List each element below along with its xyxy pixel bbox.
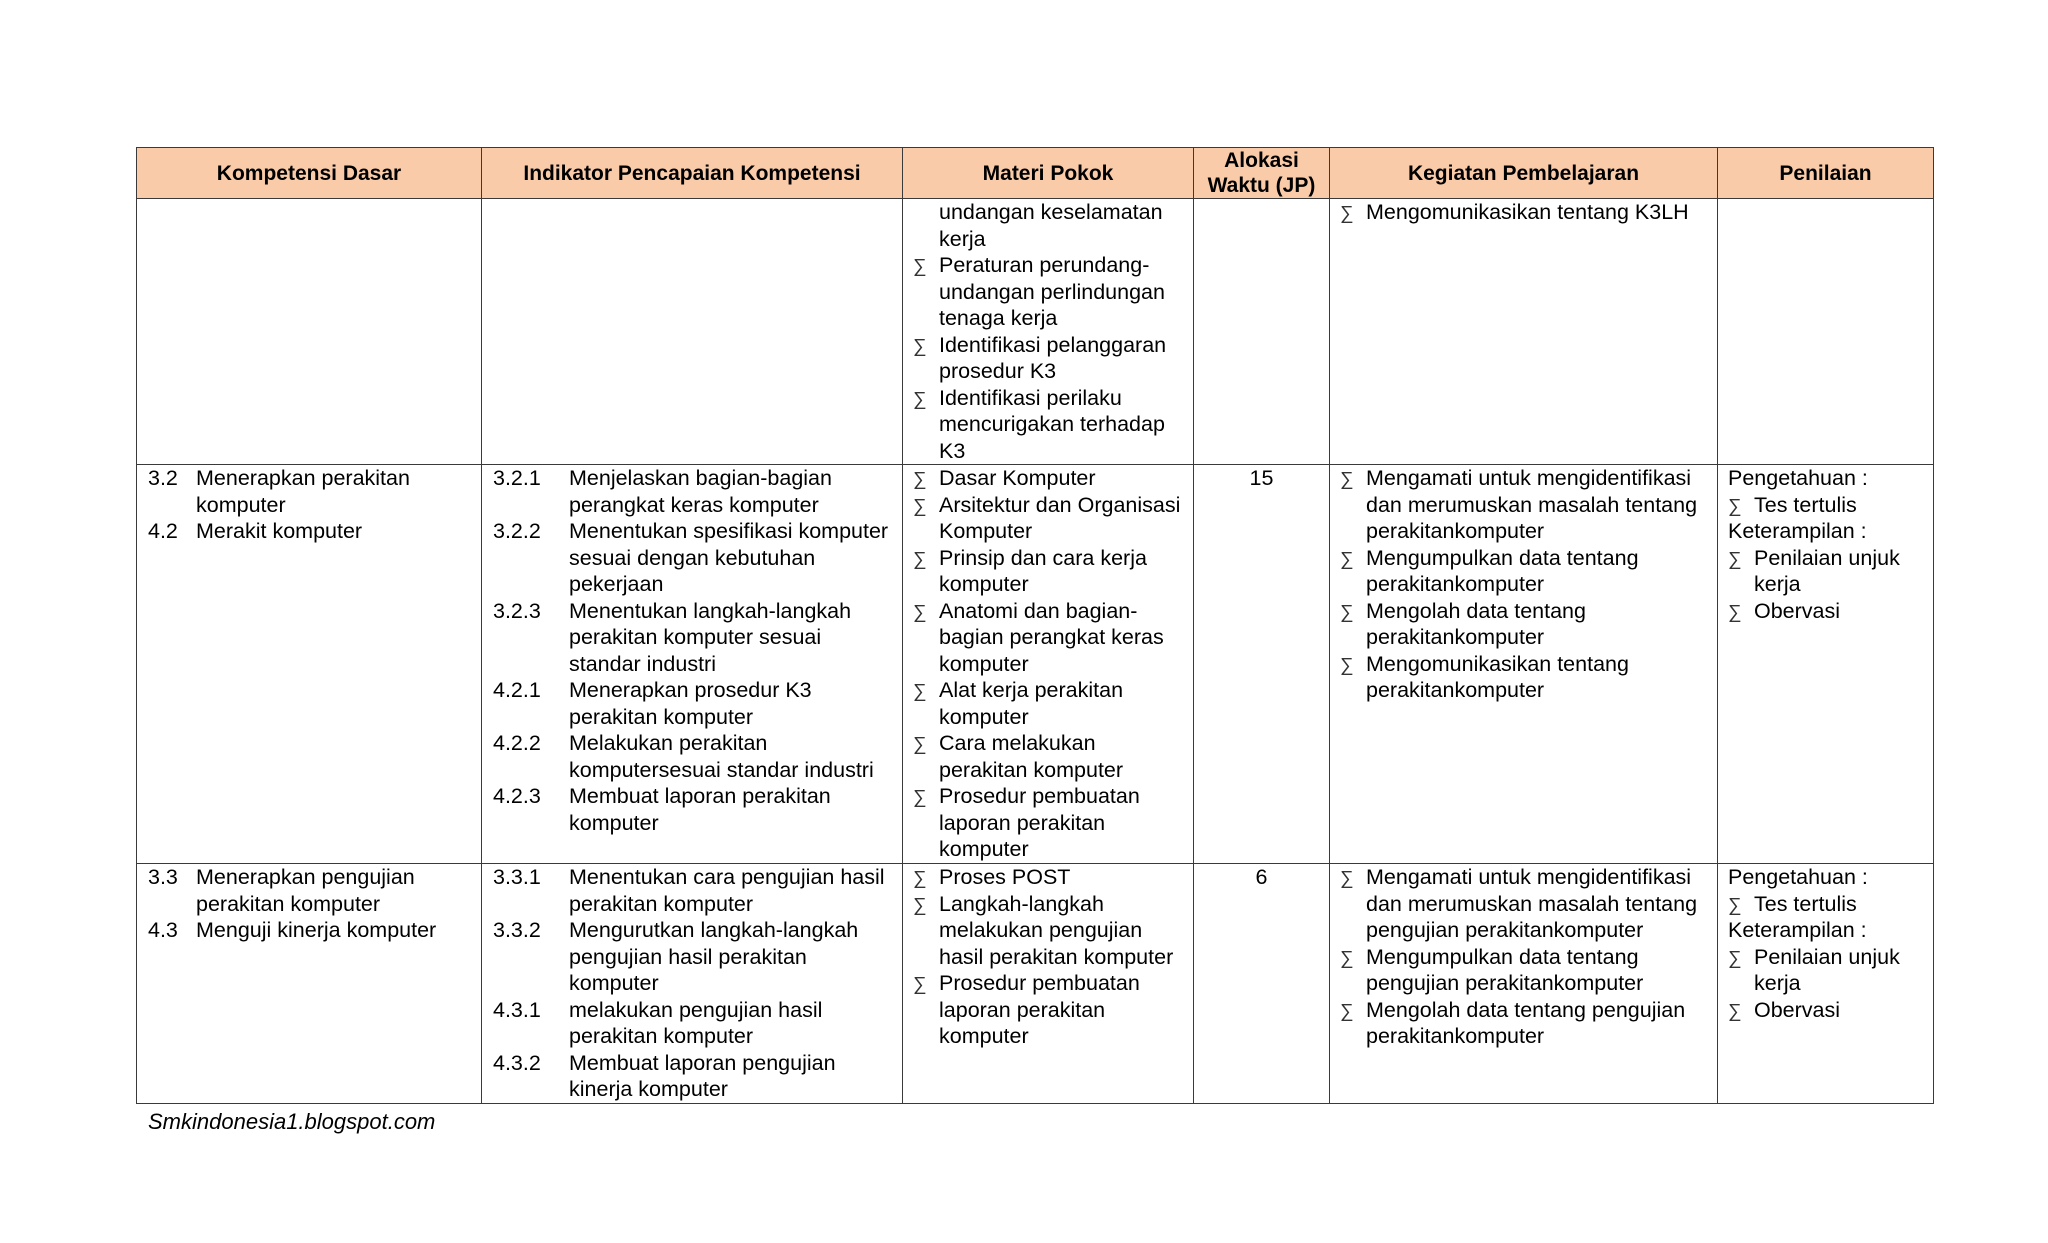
kd-item <box>148 465 473 518</box>
bullet-text: Mengolah data tentang perakitankomputer <box>1366 598 1586 649</box>
penilaian-cell <box>1718 465 1934 864</box>
bullet-text: Prosedur pembuatan laporan perakitan komputer <box>939 971 1140 1048</box>
bullet-text: Mengomunikasikan tentang perakitankomputer <box>1366 651 1629 702</box>
indikator-item <box>493 730 894 783</box>
bullet-text: Cara melakukan perakitan komputer <box>939 731 1124 782</box>
indikator-item <box>493 518 894 598</box>
bullet-item <box>913 783 1187 863</box>
bullet-item <box>1728 944 1927 997</box>
bullet-text: Mengumpulkan data tentang pengujian perakitankomputer <box>1366 944 1644 995</box>
sigma-bullet-icon: ∑ <box>1340 654 1354 676</box>
kd-number: 4.2 <box>148 519 178 543</box>
bullet-text: Penilaian unjuk kerja <box>1754 944 1900 995</box>
indikator-item <box>493 677 894 730</box>
indikator-text: Membuat laporan perakitan komputer <box>569 784 831 835</box>
bullet-item <box>913 385 1187 465</box>
indikator-text: Menentukan spesifikasi komputer sesuai dengan kebutuhan pekerjaan <box>569 519 889 596</box>
indikator-text: melakukan pengujian hasil perakitan komputer <box>569 997 823 1048</box>
kd-item <box>148 864 473 917</box>
indikator-item <box>493 997 894 1050</box>
bullet-text: Identifikasi perilaku mencurigakan terhadap K3 <box>939 385 1165 463</box>
pengetahuan-list <box>1728 891 1927 918</box>
kegiatan-list <box>1340 199 1711 226</box>
pengetahuan-label: Pengetahuan : <box>1728 865 1868 889</box>
kd-text: Menguji kinerja komputer <box>196 918 437 942</box>
bullet-text: Identifikasi pelanggaran prosedur K3 <box>939 332 1167 383</box>
bullet-item <box>1340 944 1711 997</box>
indikator-number: 3.3.2 <box>493 918 541 942</box>
bullet-text: Penilaian unjuk kerja <box>1754 545 1900 596</box>
materi-list <box>913 465 1187 863</box>
sigma-bullet-icon: ∑ <box>1340 203 1354 224</box>
indikator-number: 3.2.1 <box>493 466 541 490</box>
pengetahuan-label: Pengetahuan : <box>1728 466 1868 490</box>
indikator-number: 3.3.1 <box>493 865 541 889</box>
bullet-text: Mengamati untuk mengidentifikasi dan merumuskan masalah tentang perakitankomputer <box>1366 466 1698 543</box>
sigma-bullet-icon: ∑ <box>913 787 927 808</box>
indikator-cell <box>482 864 903 1104</box>
indikator-number: 4.2.1 <box>493 678 541 702</box>
materi-list <box>913 864 1187 1050</box>
kd-cell <box>137 465 482 864</box>
alokasi-cell: 6 <box>1194 864 1330 1104</box>
sigma-bullet-icon: ∑ <box>1728 947 1742 969</box>
sigma-bullet-icon: ∑ <box>913 974 927 995</box>
bullet-text: Mengolah data tentang pengujian perakitankomputer <box>1366 997 1686 1048</box>
bullet-text: Prosedur pembuatan laporan perakitan komputer <box>939 784 1140 861</box>
bullet-item <box>1340 651 1711 704</box>
indikator-text: Membuat laporan pengujian kinerja komputer <box>569 1050 836 1101</box>
indikator-text: Melakukan perakitan komputersesuai standar industri <box>569 731 874 782</box>
indikator-text: Menerapkan prosedur K3 perakitan komputer <box>569 678 812 729</box>
sigma-bullet-icon: ∑ <box>1340 601 1354 623</box>
bullet-item <box>913 677 1187 730</box>
indikator-text: Menentukan cara pengujian hasil perakitan komputer <box>569 865 885 916</box>
bullet-item <box>1728 891 1927 918</box>
footer-source-text: Smkindonesia1.blogspot.com <box>148 1109 436 1134</box>
kegiatan-cell <box>1330 864 1718 1104</box>
bullet-text: Langkah-langkah melakukan pengujian hasil perakitan komputer <box>939 891 1174 969</box>
indikator-item <box>493 598 894 678</box>
indikator-number: 4.3.1 <box>493 997 541 1022</box>
indikator-number: 4.3.2 <box>493 1050 541 1075</box>
materi-cell <box>903 864 1194 1104</box>
kd-text: Merakit komputer <box>196 519 363 543</box>
bullet-item <box>1340 598 1711 651</box>
header-alokasi-waktu: Alokasi Waktu (JP) <box>1194 148 1330 199</box>
indikator-list <box>493 465 894 836</box>
table-row <box>137 199 1934 465</box>
kd-item <box>148 917 473 944</box>
header-kompetensi-dasar: Kompetensi Dasar <box>137 148 482 199</box>
bullet-text: Dasar Komputer <box>939 466 1096 490</box>
indikator-text: Mengurutkan langkah-langkah pengujian hasil perakitan komputer <box>569 918 859 995</box>
table-header-row <box>137 148 1934 199</box>
bullet-text: Mengomunikasikan tentang K3LH <box>1366 200 1689 224</box>
bullet-item <box>1340 997 1711 1050</box>
bullet-text: Anatomi dan bagian-bagian perangkat keras komputer <box>939 598 1164 676</box>
keterampilan-list <box>1728 944 1927 1024</box>
indikator-item <box>493 783 894 836</box>
bullet-item <box>913 332 1187 385</box>
sigma-bullet-icon: ∑ <box>1340 947 1354 969</box>
keterampilan-list <box>1728 545 1927 625</box>
bullet-text: Arsitektur dan Organisasi Komputer <box>939 492 1181 543</box>
bullet-text: Alat kerja perakitan komputer <box>939 678 1124 729</box>
kegiatan-list <box>1340 465 1711 704</box>
syllabus-table <box>136 147 1934 1104</box>
table-row <box>137 864 1934 1104</box>
bullet-item <box>1340 465 1711 545</box>
kd-cell <box>137 199 482 465</box>
sigma-bullet-icon: ∑ <box>1728 548 1742 570</box>
bullet-item <box>913 598 1187 678</box>
indikator-number: 3.2.2 <box>493 519 541 543</box>
indikator-item <box>493 864 894 917</box>
kd-text: Menerapkan perakitan komputer <box>196 466 410 517</box>
sigma-bullet-icon: ∑ <box>1340 548 1354 570</box>
header-indikator: Indikator Pencapaian Kompetensi <box>482 148 903 199</box>
bullet-item <box>1340 545 1711 598</box>
penilaian-cell <box>1718 864 1934 1104</box>
kd-number: 3.3 <box>148 865 178 889</box>
materi-cell <box>903 199 1194 465</box>
header-kegiatan: Kegiatan Pembelajaran <box>1330 148 1718 199</box>
indikator-item <box>493 1050 894 1103</box>
bullet-text: Mengamati untuk mengidentifikasi dan merumuskan masalah tentang pengujian perakitankomputer <box>1366 865 1698 942</box>
bullet-text: Tes tertulis <box>1754 492 1857 517</box>
sigma-bullet-icon: ∑ <box>913 894 927 916</box>
sigma-bullet-icon: ∑ <box>1340 868 1354 889</box>
sigma-bullet-icon: ∑ <box>1728 1000 1742 1022</box>
sigma-bullet-icon: ∑ <box>1340 1000 1354 1022</box>
sigma-bullet-icon: ∑ <box>913 256 927 277</box>
sigma-bullet-icon: ∑ <box>1340 469 1354 490</box>
pengetahuan-list <box>1728 492 1927 519</box>
kegiatan-cell <box>1330 465 1718 864</box>
sigma-bullet-icon: ∑ <box>913 388 927 410</box>
bullet-text: Prinsip dan cara kerja komputer <box>939 545 1147 596</box>
sigma-bullet-icon: ∑ <box>913 601 927 623</box>
indikator-list <box>493 864 894 1103</box>
indikator-number: 4.2.2 <box>493 731 541 755</box>
bullet-item <box>1340 864 1711 944</box>
kd-text: Menerapkan pengujian perakitan komputer <box>196 865 415 916</box>
bullet-text: Peraturan perundang-undangan perlindungan tenaga kerja <box>939 253 1165 330</box>
indikator-text: Menentukan langkah-langkah perakitan komputer sesuai standar industri <box>569 598 852 676</box>
sigma-bullet-icon: ∑ <box>913 868 927 889</box>
bullet-item <box>1728 598 1927 625</box>
sigma-bullet-icon: ∑ <box>913 548 927 570</box>
bullet-item <box>913 252 1187 332</box>
sigma-bullet-icon: ∑ <box>1728 894 1742 916</box>
bullet-item <box>1728 492 1927 519</box>
sigma-bullet-icon: ∑ <box>1728 495 1742 517</box>
table-row <box>137 465 1934 864</box>
bullet-text: Obervasi <box>1754 598 1841 623</box>
alokasi-cell <box>1194 199 1330 465</box>
indikator-item <box>493 465 894 518</box>
bullet-text: Mengumpulkan data tentang perakitankomputer <box>1366 545 1639 596</box>
bullet-item <box>913 970 1187 1050</box>
sigma-bullet-icon: ∑ <box>913 495 927 517</box>
bullet-text: Obervasi <box>1754 997 1841 1022</box>
materi-continued-text: undangan keselamatan kerja <box>939 200 1163 251</box>
bullet-item <box>913 492 1187 545</box>
materi-cell <box>903 465 1194 864</box>
kegiatan-cell <box>1330 199 1718 465</box>
materi-list <box>913 252 1187 464</box>
sigma-bullet-icon: ∑ <box>913 469 927 490</box>
bullet-item <box>1728 545 1927 598</box>
indikator-number: 3.2.3 <box>493 598 541 623</box>
bullet-item <box>1340 199 1711 226</box>
keterampilan-label: Keterampilan : <box>1728 519 1867 543</box>
bullet-item <box>913 545 1187 598</box>
bullet-item <box>1728 997 1927 1024</box>
keterampilan-label: Keterampilan : <box>1728 918 1867 942</box>
kd-item <box>148 518 473 545</box>
sigma-bullet-icon: ∑ <box>913 681 927 702</box>
kd-cell <box>137 864 482 1104</box>
indikator-cell <box>482 465 903 864</box>
indikator-text: Menjelaskan bagian-bagian perangkat keras komputer <box>569 466 832 517</box>
penilaian-cell <box>1718 199 1934 465</box>
header-materi-pokok: Materi Pokok <box>903 148 1194 199</box>
kd-number: 4.3 <box>148 918 178 942</box>
header-penilaian: Penilaian <box>1718 148 1934 199</box>
bullet-item <box>913 730 1187 783</box>
bullet-item <box>913 891 1187 971</box>
sigma-bullet-icon: ∑ <box>1728 601 1742 623</box>
bullet-item <box>913 864 1187 891</box>
bullet-text: Tes tertulis <box>1754 891 1857 916</box>
indikator-number: 4.2.3 <box>493 784 541 808</box>
indikator-cell <box>482 199 903 465</box>
bullet-item <box>913 465 1187 492</box>
sigma-bullet-icon: ∑ <box>913 734 927 755</box>
sigma-bullet-icon: ∑ <box>913 335 927 357</box>
indikator-item <box>493 917 894 997</box>
alokasi-cell: 15 <box>1194 465 1330 864</box>
kd-number: 3.2 <box>148 466 178 490</box>
bullet-text: Proses POST <box>939 865 1071 889</box>
kegiatan-list <box>1340 864 1711 1050</box>
